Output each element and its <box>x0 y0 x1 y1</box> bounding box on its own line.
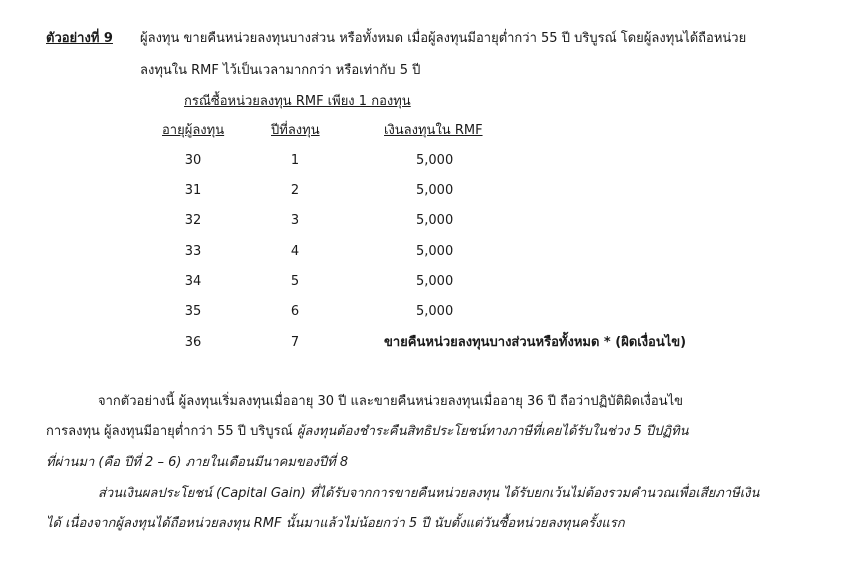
case-title: กรณีซื้อหน่วยลงทุน RMF เพียง 1 กองทุน <box>184 94 411 109</box>
cell-amount: 5,000 <box>416 274 454 289</box>
paragraph-line-2 <box>46 423 689 441</box>
example-label: ตัวอย่างที่ 9 <box>46 31 113 46</box>
cell-year: 5 <box>290 274 300 289</box>
cell-year: 1 <box>290 153 300 168</box>
cell-amount: 5,000 <box>416 304 454 319</box>
cell-age: 35 <box>184 304 202 319</box>
cell-year: 2 <box>290 183 300 198</box>
header-year: ปีที่ลงทุน <box>271 123 320 138</box>
header-amount: เงินลงทุนใน RMF <box>384 123 483 138</box>
paragraph-line-2-italic: ผู้ลงทุนต้องชำระคืนสิทธิประโยชน์ทางภาษีที่เคยได้รับในช่วง 5 ปีปฏิทิน <box>296 424 689 439</box>
cell-age: 34 <box>184 274 202 289</box>
example-description-line-2: ลงทุนใน RMF ไว้เป็นเวลามากกว่า หรือเท่ากับ 5 ปี <box>140 63 421 78</box>
paragraph-line-1: จากตัวอย่างนี้ ผู้ลงทุนเริ่มลงทุนเมื่ออายุ 30 ปี และขายคืนหน่วยลงทุนเมื่ออายุ 36 ปี ถือว่าปฏิบัติผิดเงื่อนไข <box>98 394 684 409</box>
cell-amount: 5,000 <box>416 153 454 168</box>
cell-year: 3 <box>290 213 300 228</box>
cell-amount: 5,000 <box>416 244 454 259</box>
cell-year: 4 <box>290 244 300 259</box>
paragraph-line-3: ที่ผ่านมา (คือ ปีที่ 2 – 6) ภายในเดือนมีนาคมของปีที่ 8 <box>46 455 349 470</box>
cell-age: 32 <box>184 213 202 228</box>
paragraph-line-5: ได้ เนื่องจากผู้ลงทุนได้ถือหน่วยลงทุน RMF นั้นมาแล้วไม่น้อยกว่า 5 ปี นับตั้งแต่วันซื้อหน่วยลงทุนครั้งแรก <box>46 516 625 531</box>
cell-age: 33 <box>184 244 202 259</box>
cell-age: 30 <box>184 153 202 168</box>
paragraph-line-4: ส่วนเงินผลประโยชน์ (Capital Gain) ที่ได้รับจากการขายคืนหน่วยลงทุน ได้รับยกเว้นไม่ต้องรวมคำนวณเพื่อเสียภาษีเงิน <box>98 486 760 501</box>
cell-amount: 5,000 <box>416 213 454 228</box>
paragraph-line-2-plain: การลงทุน ผู้ลงทุนมีอายุต่ำกว่า 55 ปี บริบูรณ์ <box>46 424 297 439</box>
redemption-note: ขายคืนหน่วยลงทุนบางส่วนหรือทั้งหมด * (ผิดเงื่อนไข) <box>384 335 687 350</box>
cell-year: 6 <box>290 304 300 319</box>
example-description-line-1: ผู้ลงทุน ขายคืนหน่วยลงทุนบางส่วน หรือทั้งหมด เมื่อผู้ลงทุนมีอายุต่ำกว่า 55 ปี บริบูรณ์ โดยผู้ลงทุนได้ถือหน่วย <box>140 31 747 46</box>
cell-amount: 5,000 <box>416 183 454 198</box>
cell-year: 7 <box>290 335 300 350</box>
cell-age: 31 <box>184 183 202 198</box>
cell-age: 36 <box>184 335 202 350</box>
header-age: อายุผู้ลงทุน <box>162 123 225 138</box>
